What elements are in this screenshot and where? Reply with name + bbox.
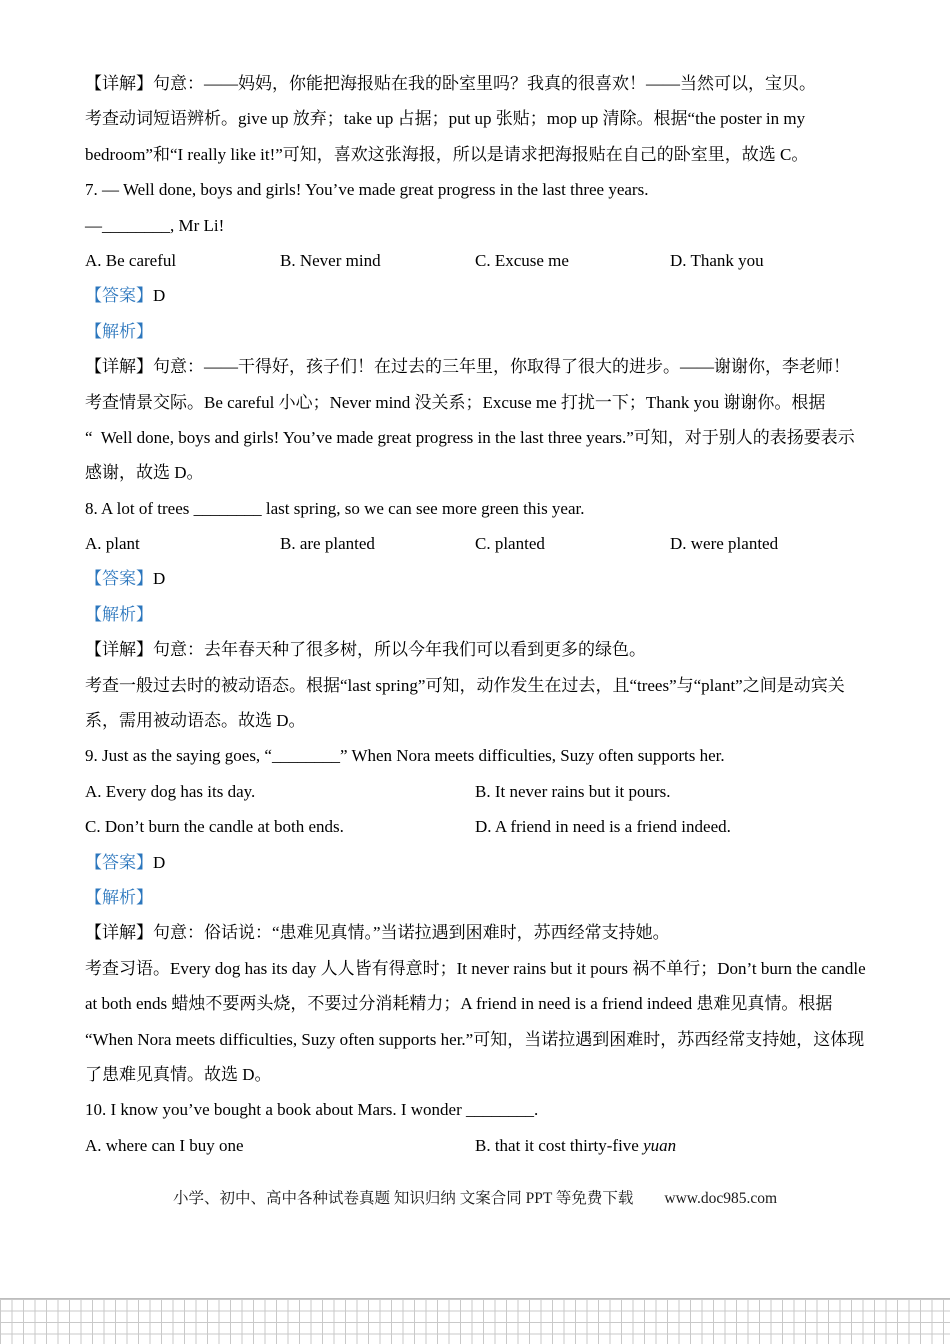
document-line <box>85 420 865 455</box>
text-segment: B. Never mind <box>280 250 381 270</box>
option-row <box>85 243 865 278</box>
document-line <box>85 1022 865 1057</box>
option-item <box>85 243 280 278</box>
text-segment: 了患难见真情。故选 D。 <box>85 1064 272 1084</box>
text-segment: D. Thank you <box>670 250 764 270</box>
document-line <box>85 349 865 384</box>
document-line <box>85 385 865 420</box>
text-segment: 【详解】句意：——妈妈，你能把海报贴在我的卧室里吗？我真的很喜欢！——当然可以，宝贝。 <box>85 74 816 93</box>
option-item <box>670 526 865 561</box>
text-segment: “ Well done, boys and girls! You’ve made great progress in the last three years.”可知，对于别人的表扬要表示 <box>85 427 855 447</box>
document-line <box>85 101 865 136</box>
option-item <box>475 774 865 809</box>
document-line <box>85 915 865 950</box>
text-segment: at both ends 蜡烛不要两头烧，不要过分消耗精力；A friend in need is a friend indeed 患难见真情。根据 <box>85 994 833 1014</box>
option-item <box>280 526 475 561</box>
text-segment: 考查一般过去时的被动语态。根据“last spring”可知，动作发生在过去，且“trees”与“plant”之间是动宾关 <box>85 675 845 695</box>
text-segment: 【详解】句意：俗话说：“患难见真情。”当诺拉遇到困难时，苏西经常支持她。 <box>85 923 670 943</box>
text-segment: 【详解】句意：去年春天种了很多树，所以今年我们可以看到更多的绿色。 <box>85 640 646 660</box>
document-line <box>85 703 865 738</box>
document-line <box>85 597 865 632</box>
document-line <box>85 491 865 526</box>
text-segment: bedroom”和“I really like it!”可知，喜欢这张海报，所以是请求把海报贴在自己的卧室里，故选 C。 <box>85 144 809 164</box>
document-line <box>85 172 865 207</box>
text-segment: B. are planted <box>280 534 375 554</box>
text-segment: yuan <box>643 1135 677 1155</box>
page-footer: 小学、初中、高中各种试卷真题 知识归纳 文案合同 PPT 等免费下载 www.doc985.com <box>172 1190 778 1207</box>
text-segment: 8. A lot of trees ________ last spring, so we can see more green this year. <box>85 498 585 518</box>
document-line <box>85 632 865 667</box>
text-segment: 感谢，故选 D。 <box>85 463 204 483</box>
option-item <box>475 526 670 561</box>
option-row <box>85 774 865 809</box>
document-line <box>85 880 865 915</box>
document-line <box>85 137 865 172</box>
document-line <box>85 986 865 1021</box>
text-segment: D. were planted <box>670 534 779 554</box>
document-line <box>85 455 865 490</box>
text-segment: 10. I know you’ve bought a book about Mars. I wonder ________. <box>85 1100 539 1120</box>
text-segment: A. Every dog has its day. <box>85 781 256 801</box>
text-segment: D <box>153 569 166 589</box>
text-segment: —________, Mr Li! <box>85 215 225 235</box>
text-segment: 考查习语。Every dog has its day 人人皆有得意时；It never rains but it pours 祸不单行；Don’t burn the candle <box>85 958 866 978</box>
option-item <box>280 243 475 278</box>
option-row <box>85 809 865 844</box>
section-label: 【答案】 <box>85 286 153 306</box>
document-line <box>85 951 865 986</box>
text-segment: C. planted <box>475 534 545 554</box>
text-segment: B. It never rains but it pours. <box>475 781 671 801</box>
text-segment: A. Be careful <box>85 250 177 270</box>
section-label: 【答案】 <box>85 569 153 589</box>
document-line <box>85 1057 865 1092</box>
section-label: 【解析】 <box>85 321 153 341</box>
document-line <box>85 561 865 596</box>
text-segment: A. where can I buy one <box>85 1135 244 1155</box>
option-row <box>85 1128 865 1163</box>
text-segment: 【详解】句意：——干得好，孩子们！在过去的三年里，你取得了很大的进步。——谢谢你，李老师！ <box>85 357 850 377</box>
option-item <box>85 1128 475 1163</box>
option-item <box>85 809 475 844</box>
document-content <box>85 66 865 1163</box>
section-label: 【解析】 <box>85 604 153 624</box>
document-line <box>85 845 865 880</box>
document-line <box>85 314 865 349</box>
text-segment: 系，需用被动语态。故选 D。 <box>85 711 306 731</box>
document-line <box>85 208 865 243</box>
text-segment: A. plant <box>85 534 140 554</box>
text-segment: C. Excuse me <box>475 250 569 270</box>
text-segment: D <box>153 286 166 306</box>
text-segment: C. Don’t burn the candle at both ends. <box>85 817 344 837</box>
text-segment: D <box>153 852 166 872</box>
text-segment: B. that it cost thirty-five <box>475 1135 644 1155</box>
text-segment: “When Nora meets difficulties, Suzy often supports her.”可知，当诺拉遇到困难时，苏西经常支持她，这体现 <box>85 1029 865 1049</box>
text-segment: 考查情景交际。Be careful 小心；Never mind 没关系；Excuse me 打扰一下；Thank you 谢谢你。根据 <box>85 392 826 412</box>
option-item <box>85 774 475 809</box>
document-line <box>85 668 865 703</box>
option-item <box>475 1128 865 1163</box>
document-line <box>85 278 865 313</box>
text-segment: 9. Just as the saying goes, “________” When Nora meets difficulties, Suzy often supports her. <box>85 746 725 766</box>
option-item <box>85 526 280 561</box>
option-item <box>670 243 865 278</box>
option-item <box>475 243 670 278</box>
section-label: 【答案】 <box>85 852 153 872</box>
option-row <box>85 526 865 561</box>
document-line <box>85 66 865 101</box>
grid-paper-strip <box>0 1298 950 1344</box>
text-segment: 7. — Well done, boys and girls! You’ve made great progress in the last three years. <box>85 180 649 200</box>
section-label: 【解析】 <box>85 887 153 907</box>
document-line <box>85 1092 865 1127</box>
document-line <box>85 738 865 773</box>
text-segment: 考查动词短语辨析。give up 放弃；take up 占据；put up 张贴；mop up 清除。根据“the poster in my <box>85 109 806 129</box>
option-item <box>475 809 865 844</box>
text-segment: D. A friend in need is a friend indeed. <box>475 817 731 837</box>
